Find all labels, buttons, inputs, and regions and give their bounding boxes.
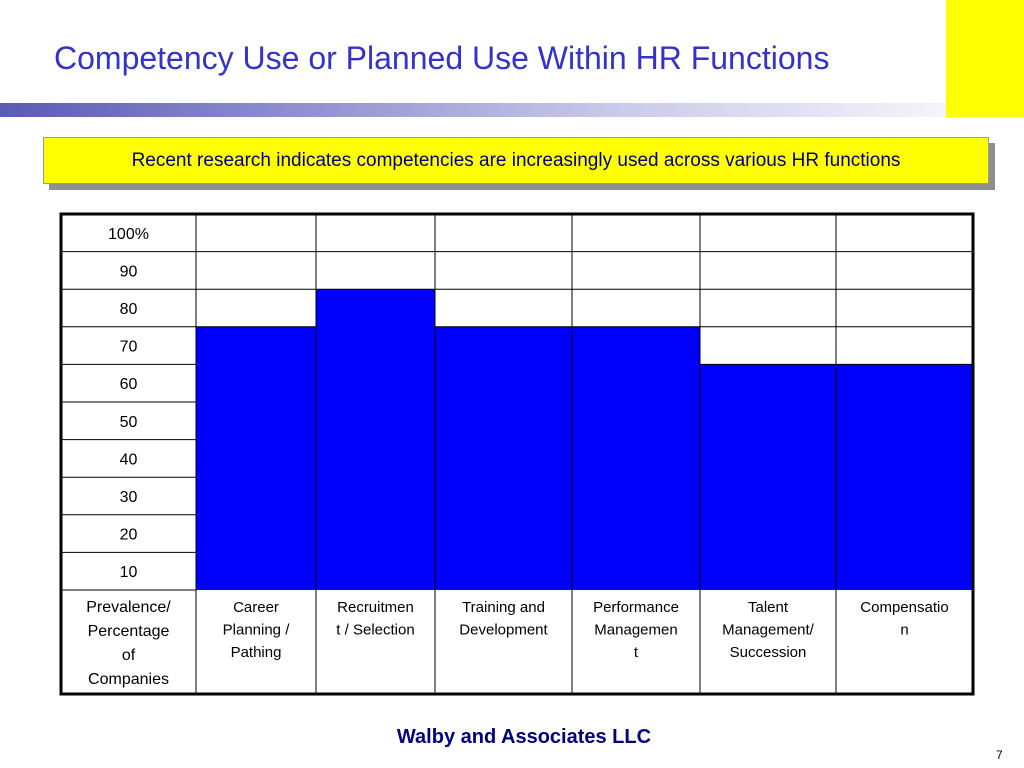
bar (836, 364, 973, 590)
bar (435, 327, 572, 590)
x-axis-label-line: Percentage (87, 623, 170, 640)
category-label-line: Planning / (222, 621, 290, 639)
y-tick-label: 100% (108, 225, 149, 243)
x-axis-label-line: of (121, 647, 136, 664)
bar (316, 289, 435, 590)
category-label-line: n (900, 621, 909, 639)
x-axis-label-line: Prevalence/ (86, 599, 171, 616)
page-number: 7 (996, 748, 1003, 762)
y-tick-label: 90 (119, 263, 138, 281)
y-tick-label: 30 (119, 489, 138, 506)
y-tick-label: 80 (119, 301, 138, 318)
footer-company: Walby and Associates LLC (396, 726, 652, 748)
slide-title: Competency Use or Planned Use Within HR Functions (54, 40, 830, 76)
category-label-line: Career (233, 599, 279, 616)
category-label-line: Managemen (594, 621, 678, 639)
callout-box: Recent research indicates competencies are increasingly used across various HR functions (43, 137, 989, 184)
y-tick-label: 50 (119, 413, 138, 431)
category-label-line: Compensatio (860, 599, 949, 616)
category-label-line: Recruitmen (337, 599, 414, 616)
bar (700, 364, 836, 590)
category-label-line: Training and (462, 599, 545, 616)
category-label-line: Management/ (722, 621, 814, 639)
category-label-line: Performance (593, 599, 679, 616)
y-tick-label: 70 (119, 338, 138, 356)
y-tick-label: 60 (119, 376, 138, 394)
bar (196, 327, 316, 590)
y-tick-label: 10 (119, 564, 138, 582)
category-label-line: Development (459, 621, 548, 639)
y-tick-label: 20 (119, 526, 138, 544)
category-label-line: t / Selection (336, 621, 415, 639)
category-label-line: Succession (729, 644, 807, 661)
category-label-line: Pathing (230, 644, 282, 661)
category-label-line: Talent (747, 599, 789, 616)
category-label-line: t (633, 644, 639, 661)
x-axis-label-line: Companies (88, 671, 169, 688)
bar (572, 327, 700, 590)
y-tick-label: 40 (119, 451, 138, 469)
